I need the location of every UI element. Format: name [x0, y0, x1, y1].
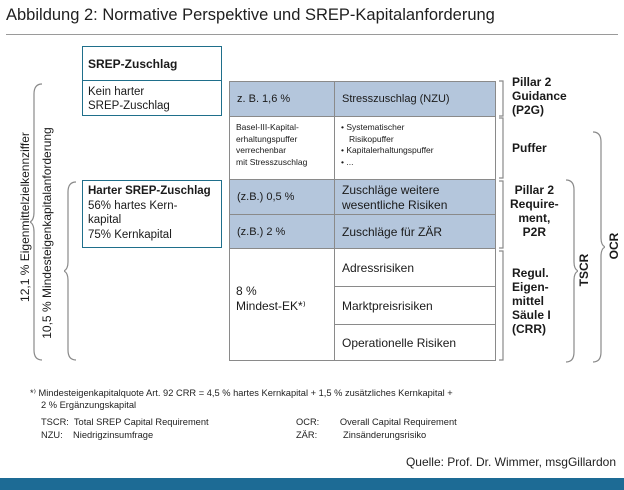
p2r-desc1-line1: Zuschläge weitere	[342, 183, 440, 197]
puffer-label: Puffer	[512, 141, 547, 155]
puffer-value-cell	[229, 116, 335, 180]
ocr-label: OCR	[607, 232, 621, 260]
puffer-bullet-1: • Systematischer	[341, 122, 405, 132]
puffer-bullet-1-text: Systematischer	[346, 122, 405, 132]
abbr-zaer-value: Zinsänderungsrisiko	[343, 430, 427, 440]
marktpreisrisiken-cell: Marktpreisrisiken	[334, 286, 496, 325]
abbr-ocr	[296, 416, 457, 428]
kein-harter-line1: Kein harter	[88, 86, 145, 98]
p2g-label	[512, 75, 567, 117]
abbr-tscr-key: TSCR:	[41, 417, 69, 427]
puffer-value-line1: Basel-III-Kapital-	[236, 122, 299, 132]
mindesteigenkapital-label: 10,5 % Mindesteigenkapitalanforderung	[40, 127, 54, 339]
puffer-value-line2: erhaltungspuffer	[236, 133, 298, 144]
p2r-value-cell-2: (z.B.) 2 %	[229, 214, 335, 249]
saeule-label-line5: (CRR)	[512, 322, 546, 336]
kein-harter-box	[82, 80, 222, 116]
harter-line1: 56% hartes Kern-	[88, 199, 178, 212]
source-credit: Quelle: Prof. Dr. Wimmer, msgGillardon	[405, 455, 616, 469]
mindest-ek-cell	[229, 248, 335, 361]
saeule-label	[512, 266, 551, 336]
saeule-label-line4: Säule I	[512, 308, 551, 322]
kein-harter-line2: SREP-Zuschlag	[88, 100, 170, 112]
puffer-desc-cell	[334, 116, 496, 180]
p2r-label-line1: Pillar 2	[514, 183, 555, 197]
puffer-value-line3: verrechenbar	[236, 145, 287, 155]
abbr-ocr-value: Overall Capital Requirement	[339, 417, 457, 427]
harter-line2: kapital	[88, 214, 122, 226]
adressrisiken-cell: Adressrisiken	[334, 248, 496, 287]
p2r-label-line3: ment,	[518, 211, 551, 225]
harter-srep-header: Harter SREP-Zuschlag	[88, 185, 211, 197]
bottom-accent-bar	[0, 478, 624, 490]
p2g-desc-cell: Stresszuschlag (NZU)	[334, 81, 496, 117]
abbr-nzu-value: Niedrigzinsumfrage	[73, 430, 154, 440]
abbr-nzu-key: NZU:	[41, 430, 63, 440]
harter-srep-box	[82, 180, 222, 248]
figure-title: Abbildung 2: Normative Perspektive und SREP-Kapitalanforderung	[6, 6, 495, 24]
abbr-zaer-key: ZÄR:	[296, 430, 318, 440]
p2r-desc-cell-1	[334, 179, 496, 215]
p2g-label-line1: Pillar 2	[512, 75, 552, 89]
srep-zuschlag-header: SREP-Zuschlag	[82, 46, 222, 81]
puffer-bullet-1-cont: Risikopuffer	[349, 133, 394, 144]
abbr-tscr	[41, 416, 209, 428]
footnote-mark: *⁾	[30, 388, 36, 398]
p2r-label-line2: Require-	[510, 197, 559, 211]
mindest-line2: Mindest-EK*⁾	[236, 299, 306, 313]
p2r-desc1-line2: wesentliche Risiken	[342, 198, 448, 212]
saeule-label-line3: mittel	[512, 294, 545, 308]
abbr-ocr-key: OCR:	[296, 417, 320, 427]
puffer-bullet-3: • ...	[341, 156, 354, 167]
footnote-text-1: Mindesteigenkapitalquote Art. 92 CRR = 4,5 % hartes Kernkapital + 1,5 % zusätzliches Kernkapital +	[38, 388, 453, 398]
p2r-value-cell-1: (z.B.) 0,5 %	[229, 179, 335, 215]
p2g-value-cell: z. B. 1,6 %	[229, 81, 335, 117]
puffer-bullet-2: • Kapitalerhaltungspuffer	[341, 145, 434, 155]
p2r-label-line4: P2R	[522, 225, 547, 239]
p2r-label	[510, 183, 559, 239]
p2g-label-line3: (P2G)	[512, 103, 545, 117]
abbr-zaer	[296, 429, 426, 441]
puffer-bullet-3-text: ...	[346, 156, 354, 167]
footnote-line1	[30, 387, 453, 399]
title-divider	[6, 34, 618, 35]
abbr-nzu	[41, 429, 153, 441]
eigenmittelzielkennziffer-label: 12,1 % Eigenmittelzielkennziffer	[18, 132, 32, 302]
abbr-tscr-value: Total SREP Capital Requirement	[73, 417, 209, 427]
saeule-label-line1: Regul.	[512, 266, 549, 280]
operationelle-risiken-cell: Operationelle Risiken	[334, 324, 496, 361]
puffer-bullet-2-text: Kapitalerhaltungspuffer	[346, 145, 434, 155]
p2g-label-line2: Guidance	[512, 89, 567, 103]
harter-line3: 75% Kernkapital	[88, 228, 172, 241]
saeule-label-line2: Eigen-	[512, 280, 549, 294]
p2r-desc-cell-2: Zuschläge für ZÄR	[334, 214, 496, 249]
puffer-value-line4: mit Stresszuschlag	[236, 156, 308, 167]
mindest-line1: 8 %	[236, 284, 257, 298]
tscr-label: TSCR	[577, 253, 591, 287]
footnote-line2: 2 % Ergänzungskapital	[41, 400, 137, 410]
